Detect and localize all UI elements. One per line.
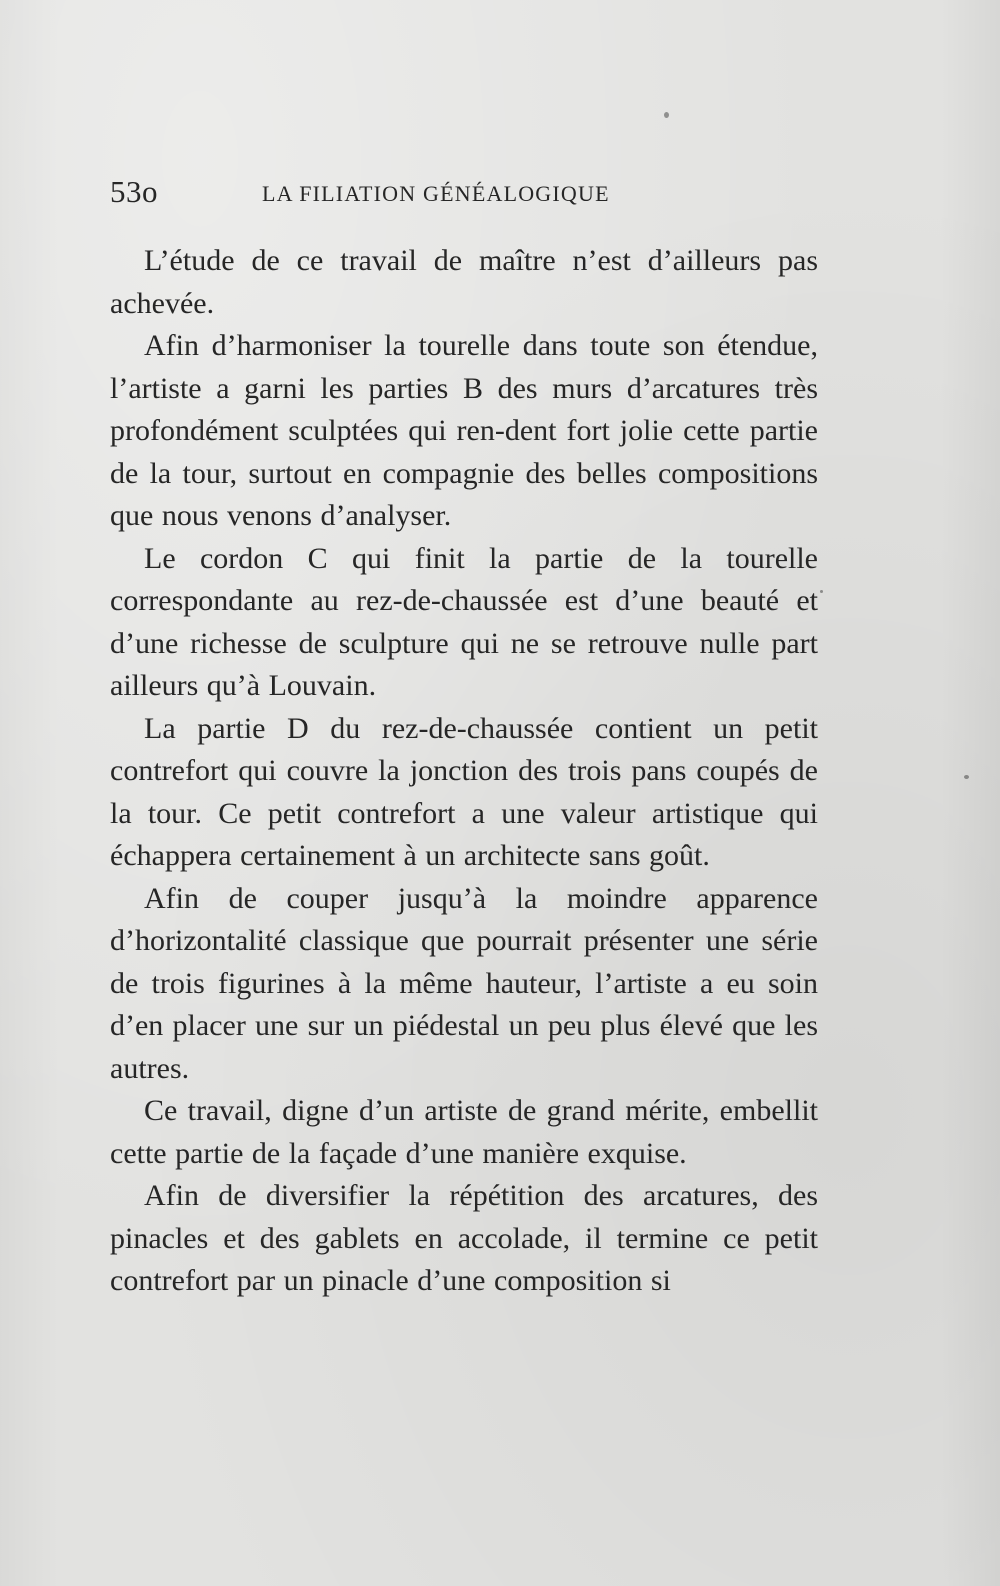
- paper-speck: [356, 1283, 358, 1286]
- running-title: LA FILIATION GÉNÉALOGIQUE: [262, 181, 610, 206]
- paragraph: Le cordon C qui finit la partie de la tourelle correspondante au rez-de-chaussée est d’une beauté et d’une richesse de sculpture qui ne se retrouve nulle part ailleurs qu’à Louvain.: [110, 541, 818, 702]
- paper-speck: [606, 938, 609, 941]
- paragraph: Ce travail, digne d’un artiste de grand mérite, embellit cette partie de la façade d’une manière exquise.: [110, 1094, 818, 1170]
- page-number: 53o: [110, 174, 158, 209]
- paragraph: Afin de diversifier la répétition des arcatures, des pinacles et des gablets en accolade, il termine ce petit contrefort par un pinacle d’une composition si: [110, 1179, 818, 1297]
- paragraph: L’étude de ce travail de maître n’est d’ailleurs pas achevée.: [110, 244, 818, 320]
- paragraph: Afin de couper jusqu’à la moindre apparence d’horizontalité classique que pourrait présenter une série de trois figurines à la même hauteur, l’artiste a eu soin d’en placer une sur un piédestal un peu plus élevé que les autres.: [110, 881, 818, 1085]
- running-head: [110, 172, 670, 212]
- paper-speck: [820, 590, 823, 593]
- body-text: [110, 240, 818, 1303]
- paragraph: La partie D du rez-de-chaussée contient un petit contrefort qui couvre la jonction des trois pans coupés de la tour. Ce petit contrefort a une valeur artistique qui échappera certainement à un architecte sans goût.: [110, 711, 818, 872]
- paper-speck: [664, 112, 669, 118]
- paragraph: Afin d’harmoniser la tourelle dans toute son étendue, l’artiste a garni les parties B des murs d’arcatures très profondément sculptées qui ren-dent fort jolie cette partie de la tour, surtout en compagnie des belles compositions que nous venons d’analyser.: [110, 329, 818, 532]
- paper-speck: [964, 775, 969, 779]
